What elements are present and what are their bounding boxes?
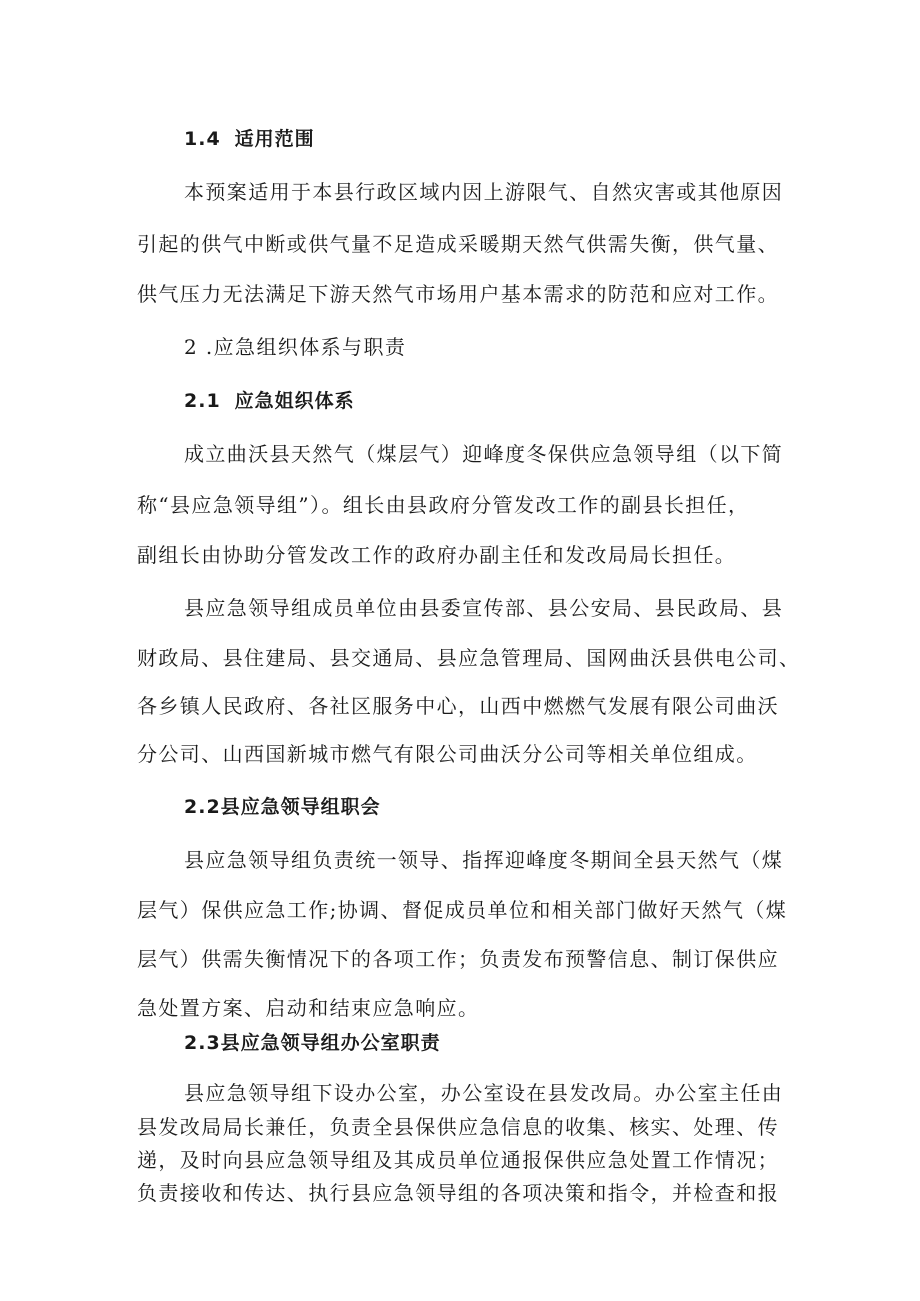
section-number: 2.2 xyxy=(184,796,221,818)
section-number: 2.1 xyxy=(184,390,221,412)
paragraph-line: 县发改局局长兼任，负责全县保供应急信息的收集、核实、处理、传 xyxy=(137,1115,779,1139)
section-number: 2.3 xyxy=(184,1032,221,1054)
section-heading-2-2 xyxy=(184,793,381,821)
paragraph-line: 本预案适用于本县行政区域内因上游限气、自然灾害或其他原因 xyxy=(184,180,784,204)
paragraph-line: 急处置方案、启动和结束应急响应。 xyxy=(137,996,480,1020)
paragraph-line: 递，及时向县应急领导组及其成员单位通报保供应急处置工作情况； xyxy=(137,1148,779,1172)
paragraph-line: 分公司、山西国新城市燃气有限公司曲沃分公司等相关单位组成。 xyxy=(137,742,758,766)
paragraph-line: 引起的供气中断或供气量不足造成采暖期天然气供需失衡，供气量、 xyxy=(137,232,779,256)
section-title: 县应急领导组职会 xyxy=(220,796,381,818)
paragraph-line: 县应急领导组负责统一领导、指挥迎峰度冬期间全县天然气（煤 xyxy=(184,848,784,872)
paragraph-line: 供气压力无法满足下游天然气市场用户基本需求的防范和应对工作。 xyxy=(137,282,779,306)
paragraph-line: 县应急领导组成员单位由县委宣传部、县公安局、县民政局、县 xyxy=(184,596,784,620)
paragraph-line: 层气）保供应急工作;协调、督促成员单位和相关部门做好天然气（煤 xyxy=(137,898,788,922)
paragraph-line: 副组长由协助分管发改工作的政府办副主任和发改局局长担任。 xyxy=(137,543,737,567)
paragraph-line: 县应急领导组下设办公室，办公室设在县发改局。办公室主任由 xyxy=(184,1081,784,1105)
paragraph-line: 层气）供需失衡情况下的各项工作；负责发布预警信息、制订保供应 xyxy=(137,947,779,971)
section-title: 县应急领导组办公室职责 xyxy=(220,1032,441,1054)
section-number: 1.4 xyxy=(184,128,221,150)
section-heading-2-1 xyxy=(184,387,355,415)
section-heading-1-4 xyxy=(184,125,315,153)
paragraph-line: 称“县应急领导组”）。组长由县政府分管发改工作的副县长担任， xyxy=(137,493,750,517)
paragraph-line: 负责接收和传达、执行县应急领导组的各项决策和指令，并检查和报 xyxy=(137,1181,779,1205)
section-title: 应急姐织体系 xyxy=(234,390,355,412)
paragraph-line: 各乡镇人民政府、各社区服务中心，山西中燃燃气发展有限公司曲沃 xyxy=(137,694,779,718)
section-heading-2-3 xyxy=(184,1029,441,1057)
paragraph-line: 财政局、县住建局、县交通局、县应急管理局、国网曲沃县供电公司、 xyxy=(137,646,801,670)
paragraph-line: 成立曲沃县天然气（煤层气）迎峰度冬保供应急领导组（以下简 xyxy=(184,442,784,466)
chapter-title: 2 .应急组织体系与职责 xyxy=(184,335,407,359)
section-title: 适用范围 xyxy=(234,128,315,150)
